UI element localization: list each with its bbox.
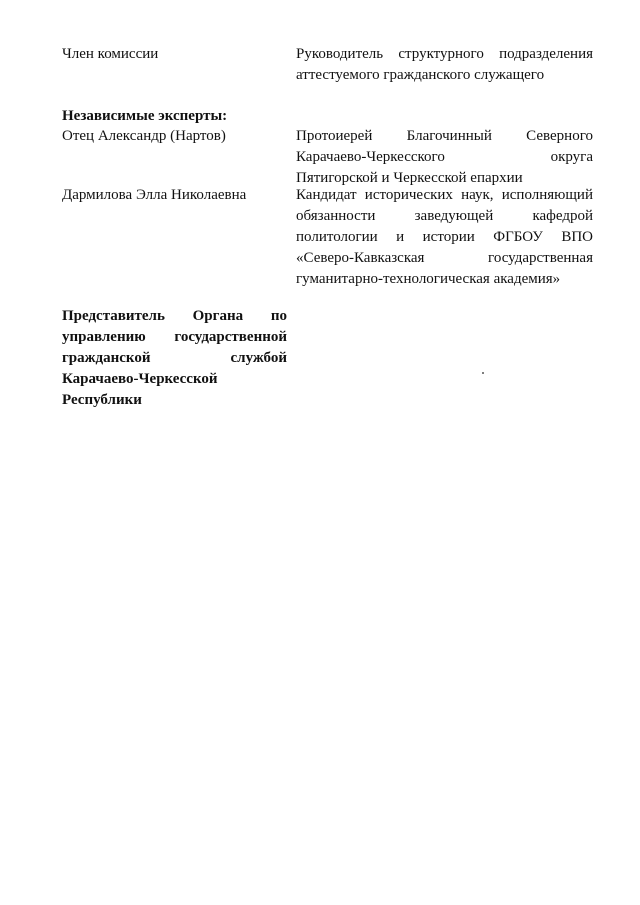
expert-position-line: политологии и истории ФГБОУ ВПО: [296, 229, 593, 245]
expert-position-line: Кандидат исторических наук, исполняющий: [296, 187, 593, 203]
expert-name: Дармилова Элла Николаевна: [62, 187, 247, 203]
expert-position-line: «Северо-Кавказская государственная: [296, 250, 593, 266]
member-position: [296, 44, 593, 86]
expert-position: [296, 185, 593, 290]
expert-position-line: Протоиерей Благочинный Северного: [296, 128, 593, 144]
representative-line: управлению государственной: [62, 329, 287, 345]
expert-name: Отец Александр (Нартов): [62, 128, 226, 144]
expert-position-line: обязанности заведующей кафедрой: [296, 208, 593, 224]
member-role: Член комиссии: [62, 46, 159, 62]
representative-line: Республики: [62, 392, 142, 408]
expert-position: [296, 126, 593, 189]
expert-position-line: Карачаево-Черкесского округа: [296, 149, 593, 165]
member-position-line: Руководитель структурного подразделения: [296, 46, 593, 62]
expert-position-line: гуманитарно-технологическая академия»: [296, 271, 561, 287]
experts-heading: Независимые эксперты:: [62, 108, 228, 124]
member-position-line: аттестуемого гражданского служащего: [296, 67, 545, 83]
representative-block: [62, 306, 287, 411]
expert-position-line: Пятигорской и Черкесской епархии: [296, 170, 523, 186]
representative-line: Представитель Органа по: [62, 308, 287, 324]
representative-line: Карачаево-Черкесской: [62, 371, 218, 387]
stray-mark: [482, 372, 484, 374]
representative-line: гражданской службой: [62, 350, 287, 366]
